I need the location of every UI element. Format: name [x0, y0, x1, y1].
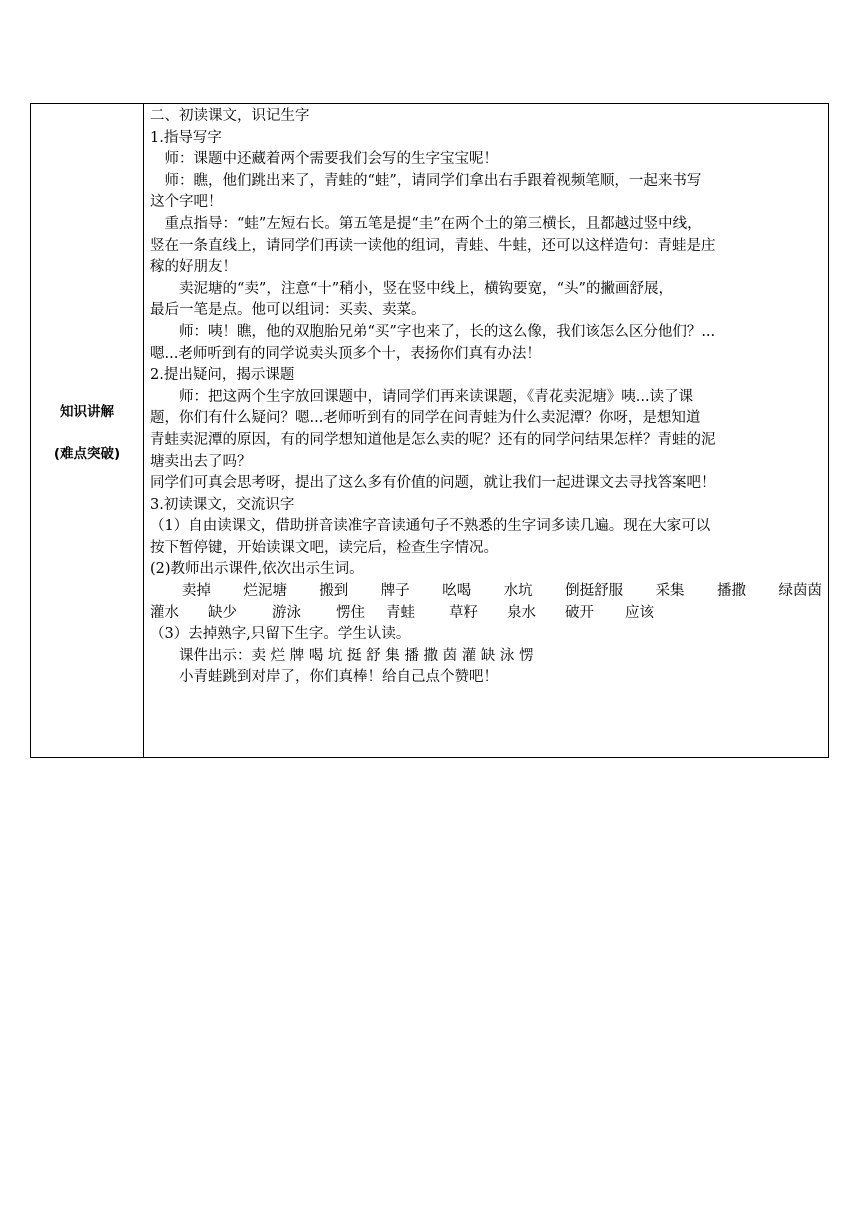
section-content-cell — [144, 104, 829, 758]
vocab-word: 愣住 — [336, 604, 365, 621]
vocab-word: 水坑 — [503, 583, 533, 600]
vocab-word: 缺少 — [208, 604, 237, 621]
paragraph-line: 这个字吧！ — [150, 194, 223, 211]
section-label-cell — [31, 104, 144, 758]
paragraph-line: 塘卖出去了吗？ — [150, 453, 252, 470]
vocab-word: 绿茵茵 — [778, 583, 822, 600]
vocab-word: 灌水 — [150, 604, 179, 621]
section-label-title: 知识讲解 — [60, 403, 114, 420]
section-heading: 二、初读课文，识记生字 — [150, 108, 310, 124]
paragraph-line: （3）去掉熟字,只留下生字。学生认读。 — [150, 626, 411, 643]
lesson-table — [30, 103, 829, 758]
vocab-word: 牌子 — [380, 583, 410, 600]
paragraph-line: 按下暂停键，开始读课文吧，读完后，检查生字情况。 — [150, 539, 498, 556]
subheading-writing: 1.指导写字 — [150, 129, 222, 146]
paragraph-line: 青蛙卖泥潭的原因，有的同学想知道他是怎么卖的呢？还有的同学问结果怎样？青蛙的泥 — [150, 431, 716, 448]
paragraph-line: 卖泥塘的“卖”，注意“十”稍小，竖在竖中线上，横钩要宽，“头”的撇画舒展， — [179, 280, 673, 297]
subheading-reading: 3.初读课文，交流识字 — [150, 496, 295, 513]
paragraph-line: 题，你们有什么疑问？嗯...老师听到有的同学在问青蛙为什么卖泥潭？你呀，是想知道 — [150, 410, 701, 427]
vocab-word: 泉水 — [507, 604, 536, 621]
vocab-word: 应该 — [625, 604, 654, 621]
vocab-word: 播撒 — [717, 583, 747, 600]
paragraph-line: 最后一笔是点。他可以组词：买卖、卖菜。 — [150, 302, 426, 319]
vocab-word: 搬到 — [319, 583, 349, 600]
table-row — [31, 104, 829, 758]
paragraph-line: 师：课题中还藏着两个需要我们会写的生字宝宝呢！ — [164, 151, 498, 168]
paragraph-line: 师：把这两个生字放回课题中，请同学们再来读课题，《青花卖泥塘》咦...读了课 — [179, 388, 694, 405]
vocab-row-1 — [150, 581, 822, 603]
vocab-word: 烂泥塘 — [243, 583, 287, 600]
vocab-word: 采集 — [655, 583, 685, 600]
paragraph-line: 课件出示：卖 烂 牌 喝 坑 挺 舒 集 播 撒 茵 灌 缺 泳 愣 — [179, 647, 534, 664]
vocab-word: 草籽 — [449, 604, 478, 621]
paragraph-line: 小青蛙跳到对岸了，你们真棒！给自己点个赞吧！ — [179, 669, 498, 686]
vocab-word: 青蛙 — [386, 604, 415, 621]
paragraph-line: 稼的好朋友！ — [150, 259, 237, 276]
paragraph-line: 竖在一条直线上，请同学们再读一读他的组词，青蛙、牛蛙，还可以这样造句：青蛙是庄 — [150, 237, 716, 254]
paragraph-line: （1）自由读课文，借助拼音读准字音读通句子不熟悉的生字词多读几遍。现在大家可以 — [150, 518, 711, 535]
paragraph-line: 师：咦！瞧，他的双胞胎兄弟“买”字也来了，长的这么像，我们该怎么区分他们？... — [179, 323, 716, 340]
section-label-subtitle: (难点突破) — [53, 445, 121, 462]
subheading-questions: 2.提出疑问，揭示课题 — [150, 367, 295, 384]
vocab-word: 破开 — [565, 604, 594, 621]
vocab-word: 倒挺舒服 — [565, 583, 624, 600]
vocab-row-2 — [150, 603, 822, 625]
vocab-word: 游泳 — [272, 604, 301, 621]
paragraph-line: (2)教师出示课件,依次出示生词。 — [150, 561, 364, 578]
vocab-word: 吆喝 — [442, 583, 472, 600]
paragraph-line: 师：瞧，他们跳出来了，青蛙的“蛙”，请同学们拿出右手跟着视频笔顺，一起来书写 — [164, 172, 702, 189]
vocab-word: 卖掉 — [181, 583, 211, 600]
paragraph-line: 嗯...老师听到有的同学说卖头顶多个十，表扬你们真有办法！ — [150, 345, 541, 362]
paragraph-line: 同学们可真会思考呀，提出了这么多有价值的问题，就让我们一起进课文去寻找答案吧！ — [150, 475, 716, 492]
paragraph-line: 重点指导：“蛙”左短右长。第五笔是提“圭”在两个土的第三横长，且都越过竖中线， — [164, 215, 702, 232]
